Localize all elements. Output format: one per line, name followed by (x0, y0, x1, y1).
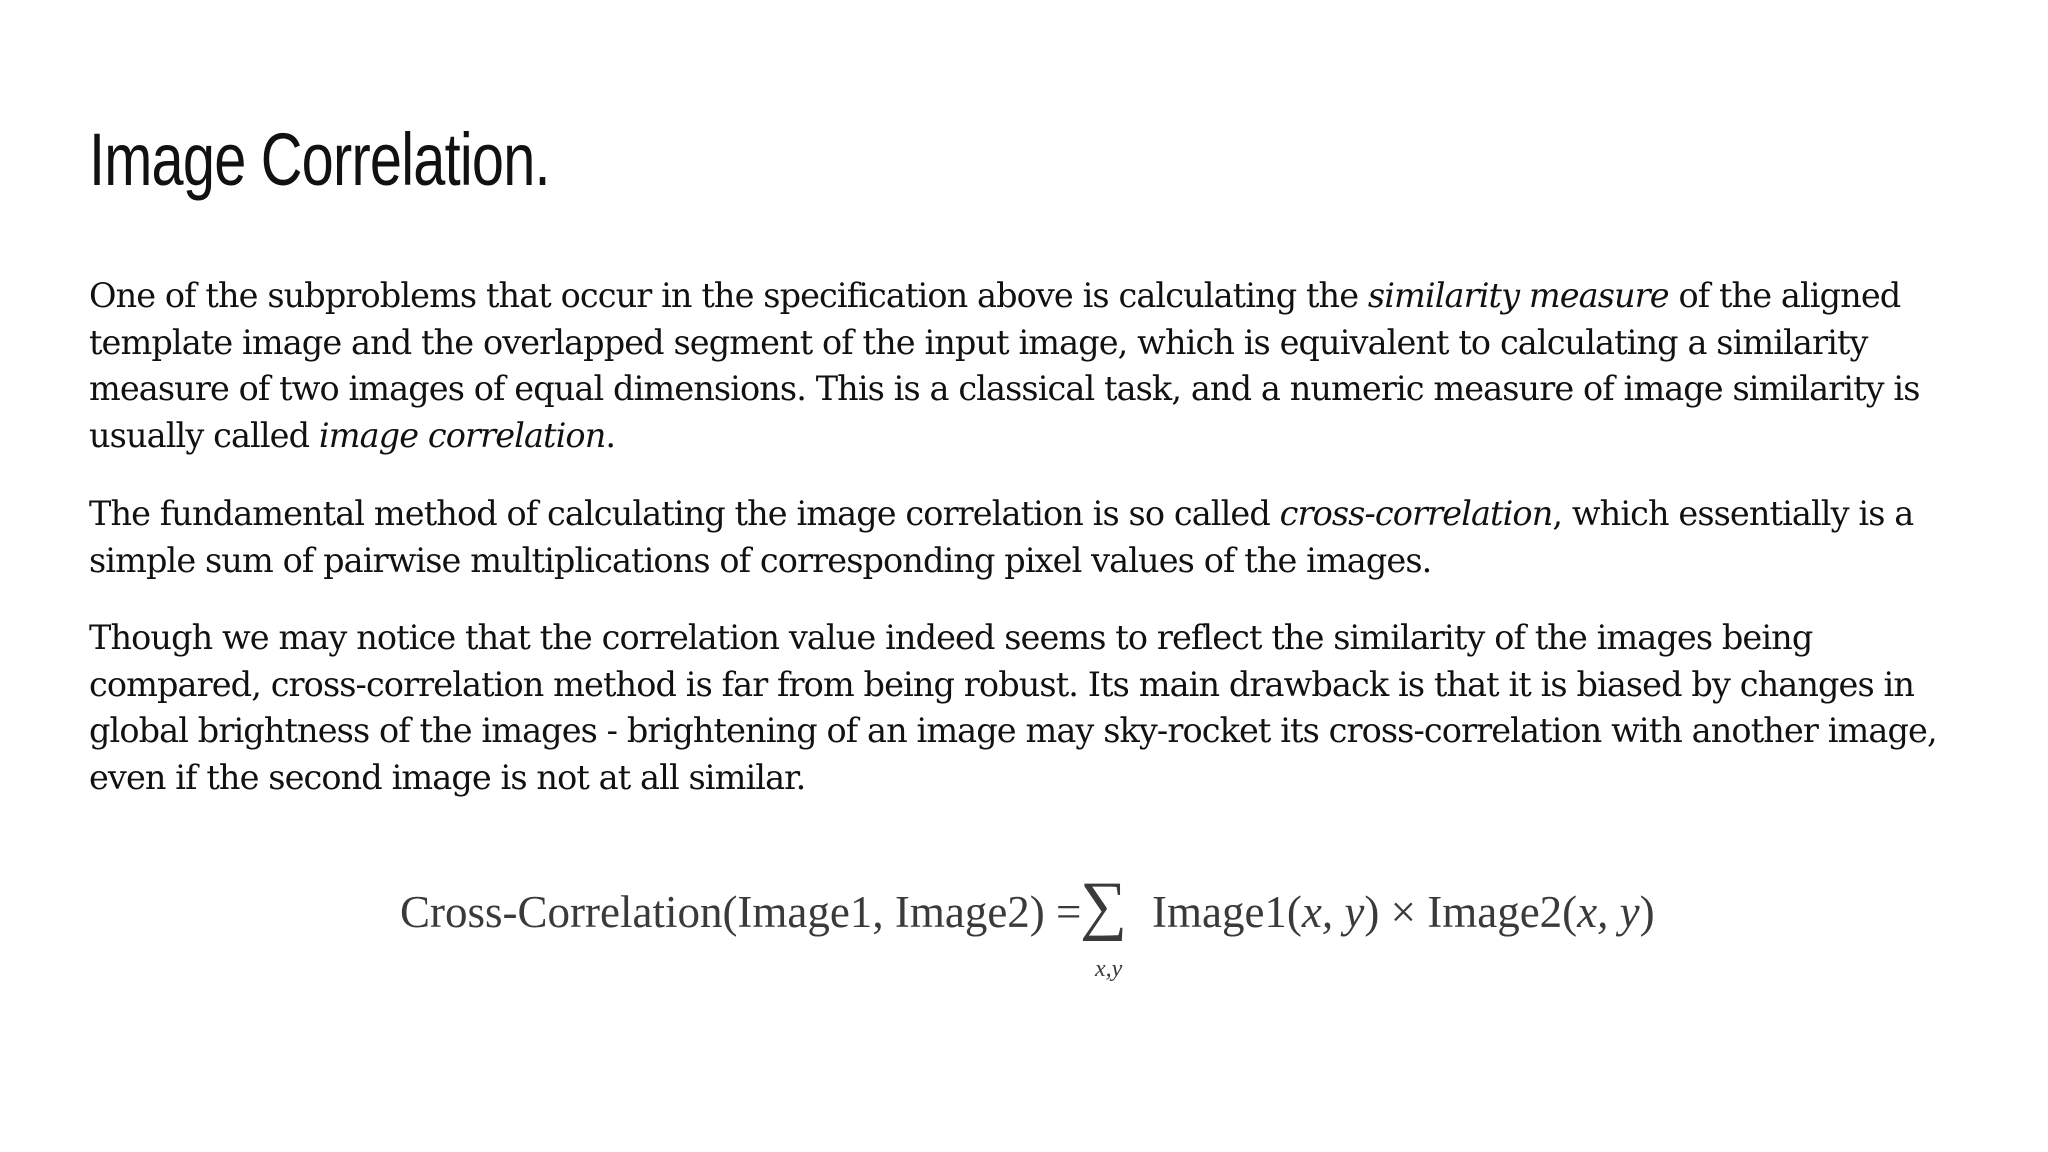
formula-rhs-part: ) (1639, 887, 1655, 937)
paragraph-text: One of the subproblems that occur in the specification above is calculating the (89, 276, 1368, 315)
summation-symbol: ∑ (1080, 869, 1128, 942)
paragraph-text: , which essentially is a simple sum of pairwise multiplications of corresponding pixel values of the images. (89, 494, 1914, 580)
paragraph-text: The fundamental method of calculating the image correlation is so called (89, 494, 1280, 533)
slide-body (89, 273, 1989, 801)
formula-variables: x, y (1577, 887, 1640, 937)
summation-subscript: x,y (1095, 956, 1123, 982)
cross-correlation-formula (400, 860, 1660, 1000)
formula-rhs (1152, 882, 1655, 942)
paragraph-drawback: Though we may notice that the correlation value indeed seems to reflect the similarity of the images being compared, cross-correlation method is far from being robust. Its main drawback is that it is biased by changes in global brightness of the images - brightening of an image may sky-rocket its cross-correlation with another image, even if the second image is not at all similar. (89, 618, 1937, 797)
paragraph-text: of the aligned template image and the overlapped segment of the input image, which is equivalent to calculating a similarity measure of two images of equal dimensions. This is a classical task, and a numeric measure of image similarity is usually called (89, 276, 1920, 455)
paragraph-similarity-measure (89, 273, 1989, 459)
emphasis-cross-correlation: cross-correlation (1279, 494, 1553, 533)
formula-rhs-part: Image1( (1152, 887, 1302, 937)
formula-lhs: Cross-Correlation(Image1, Image2) = (400, 887, 1082, 937)
emphasis-image-correlation: image correlation (318, 415, 606, 455)
emphasis-similarity-measure: similarity measure (1367, 276, 1669, 315)
formula-variables: x, y (1301, 887, 1365, 937)
paragraph-cross-correlation (89, 491, 1989, 584)
paragraph-text: . (605, 415, 616, 455)
slide-title: Image Correlation. (89, 118, 550, 201)
formula-rhs-part: ) × Image2( (1364, 887, 1578, 937)
